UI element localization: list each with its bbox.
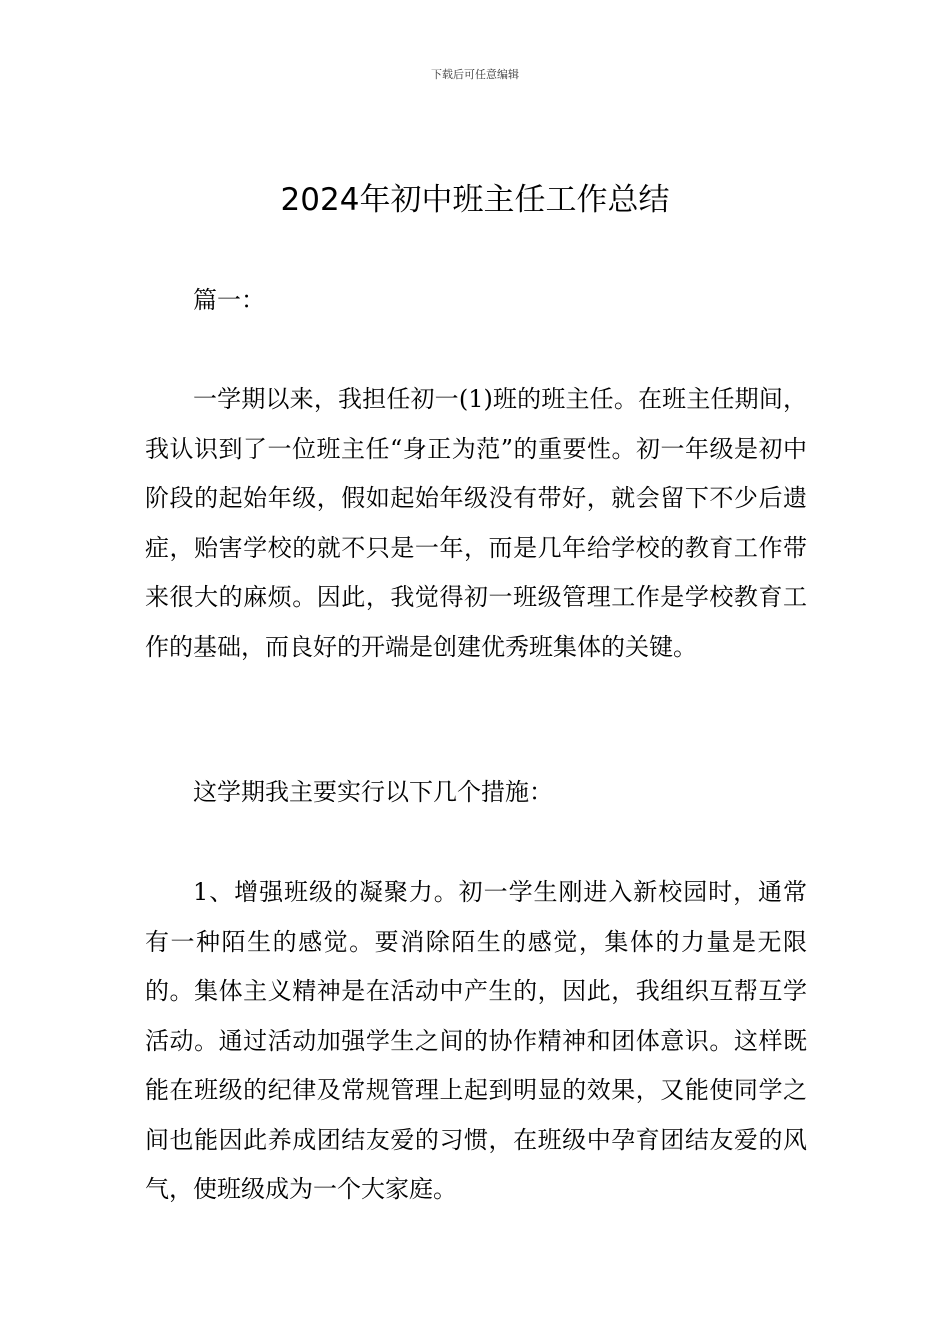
section-label: 篇一： bbox=[193, 286, 265, 314]
paragraph-measure-1: 1、增强班级的凝聚力。初一学生刚进入新校园时，通常有一种陌生的感觉。要消除陌生的感觉，集体的力量是无限的。集体主义精神是在活动中产生的，因此，我组织互帮互学活动。通过活动加强学生之间的协作精神和团体意识。这样既能在班级的纪律及常规管理上起到明显的效果，又能使同学之间也能因此养成团结友爱的习惯，在班级中孕育团结友爱的风气，使班级成为一个大家庭。 bbox=[145, 878, 807, 1203]
paragraph-measures-intro: 这学期我主要实行以下几个措施： bbox=[193, 778, 553, 806]
document-title: 2024年初中班主任工作总结 bbox=[280, 182, 670, 218]
paragraph-intro: 一学期以来，我担任初一(1)班的班主任。在班主任期间，我认识到了一位班主任“身正为范”的重要性。初一年级是初中阶段的起始年级，假如起始年级没有带好，就会留下不少后遗症，贻害学校的就不只是一年，而是几年给学校的教育工作带来很大的麻烦。因此，我觉得初一班级管理工作是学校教育工作的基础，而良好的开端是创建优秀班集体的关键。 bbox=[145, 385, 807, 661]
header-note: 下载后可任意编辑 bbox=[431, 68, 519, 81]
